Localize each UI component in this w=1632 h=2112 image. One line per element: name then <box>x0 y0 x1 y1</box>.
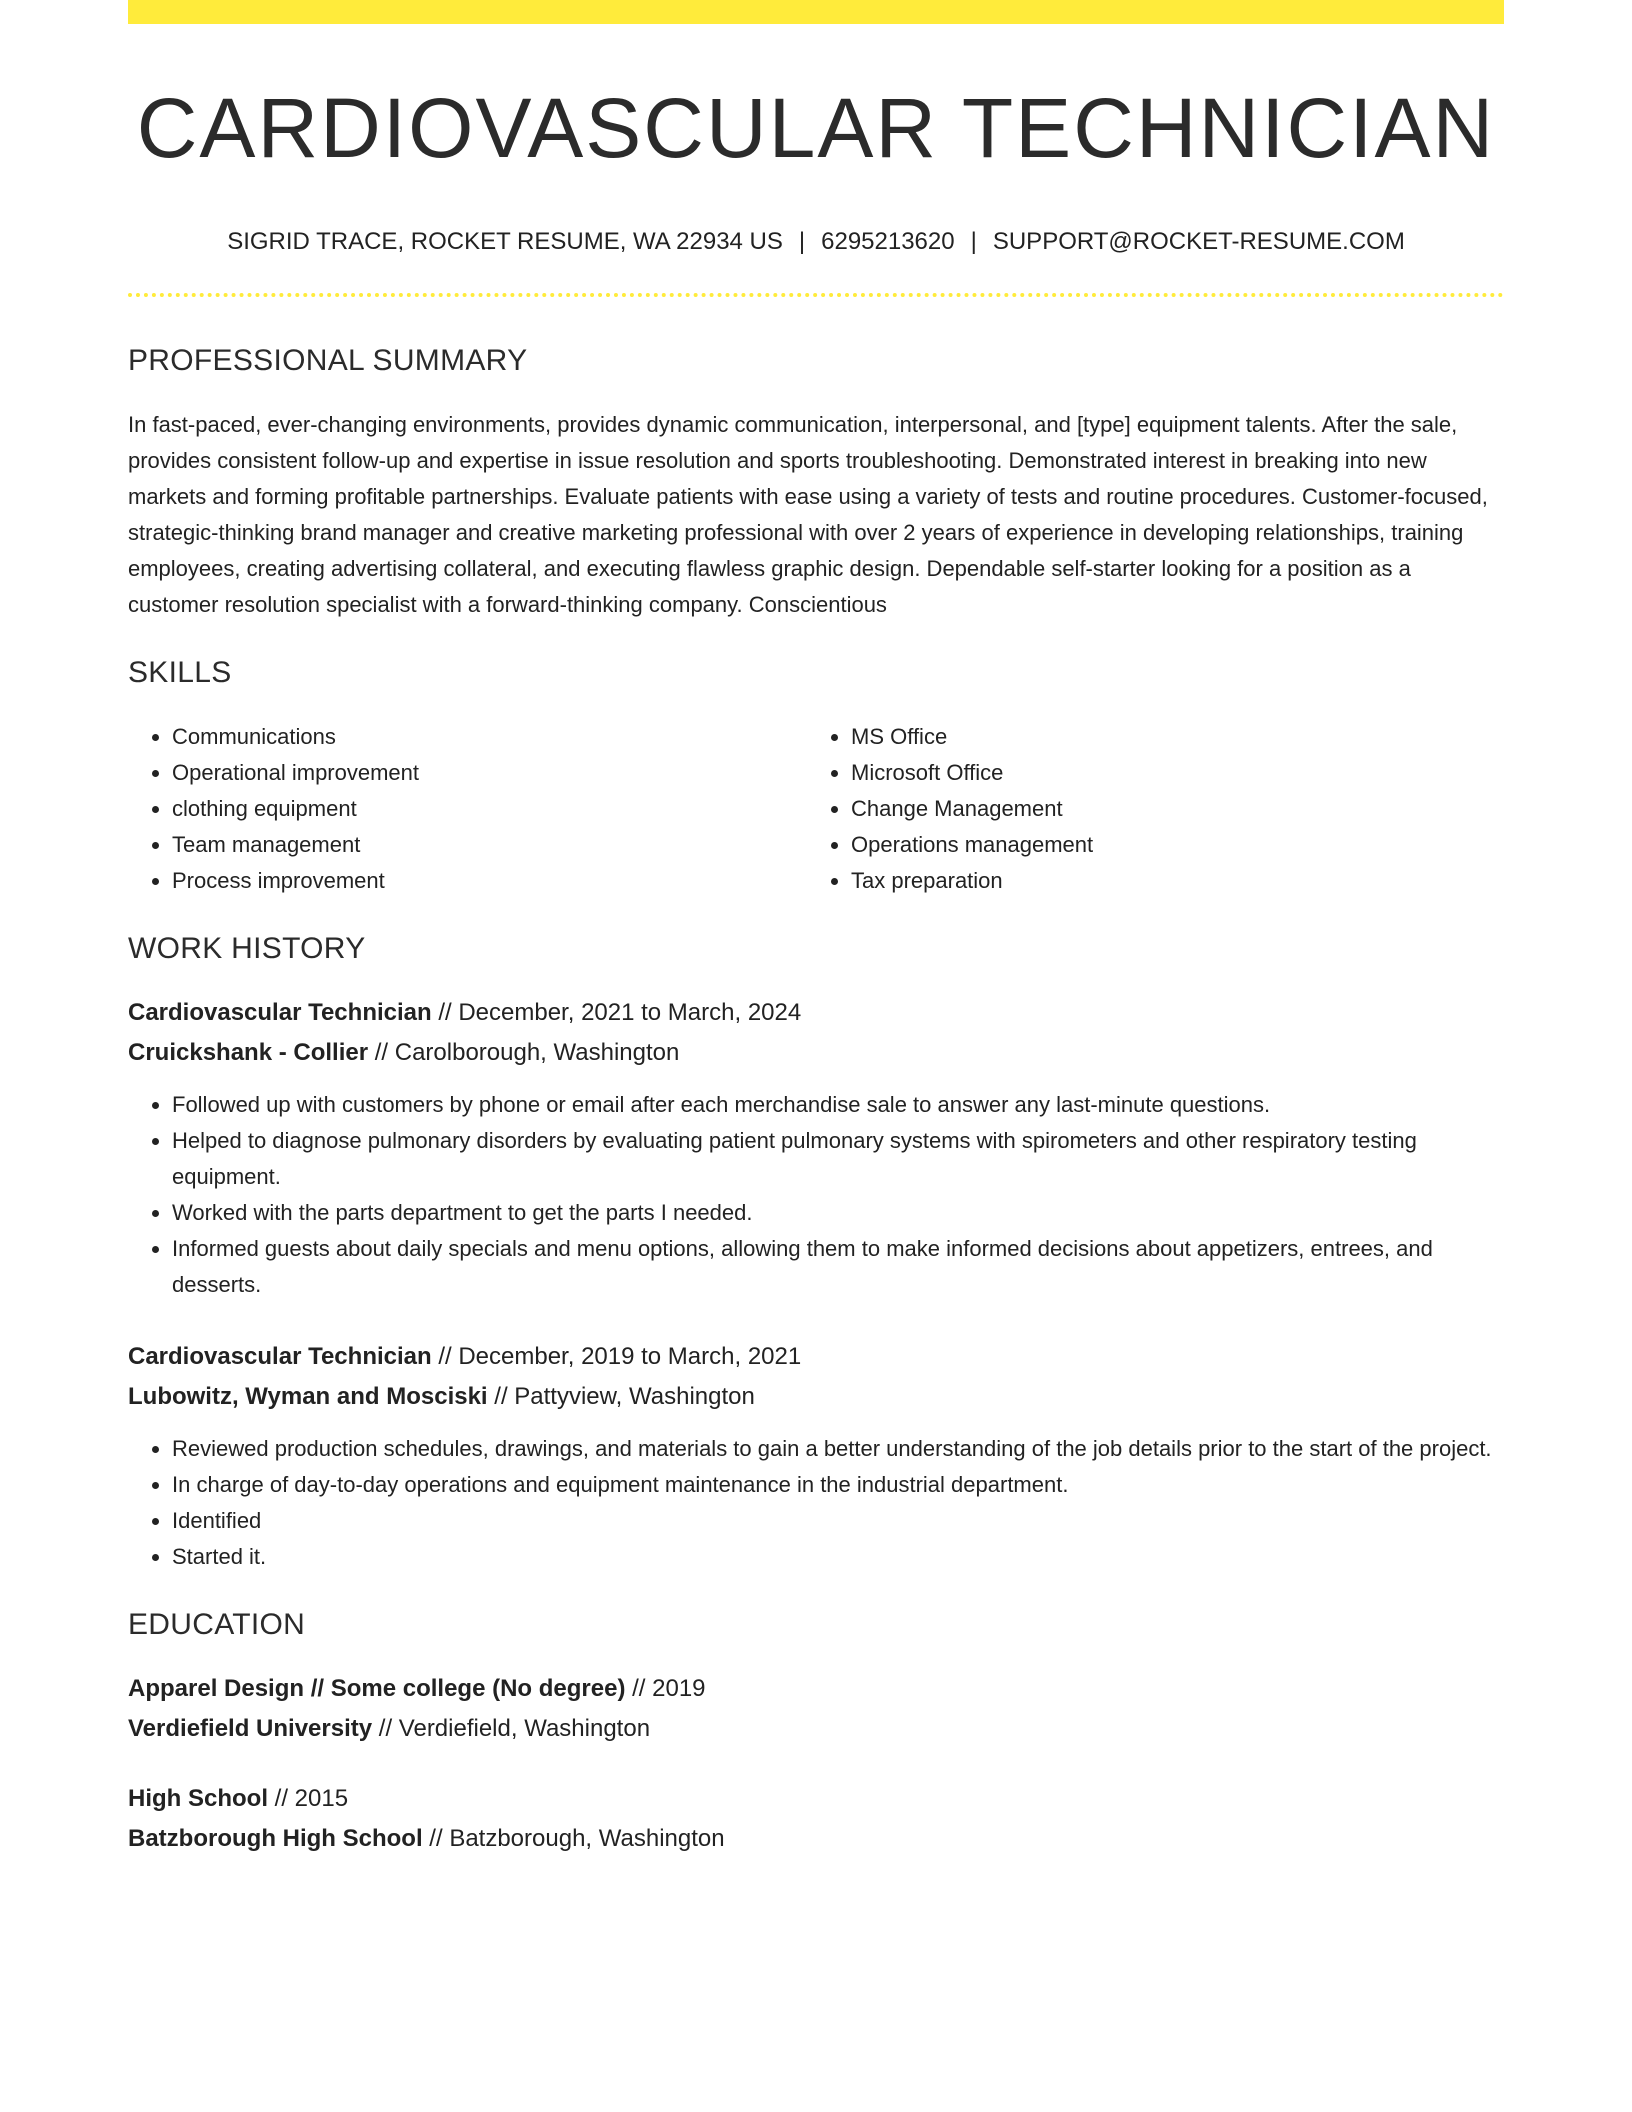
education-location: // Verdiefield, Washington <box>372 1715 651 1743</box>
skill-item: • Operational improvement <box>172 755 807 791</box>
job-entry <box>128 993 1504 1303</box>
resume-title: CARDIOVASCULAR TECHNICIAN <box>136 81 1496 175</box>
summary-paragraph: In fast-paced, ever-changing environments, provides dynamic communication, interpersonal, and [type] equipment talents. After the sale, provides consistent follow-up and expertise in issue resolution and sports troubleshooting. Demonstrated interest in breaking into new markets and forming profitable partnerships. Evaluate patients with ease using a variety of tests and routine procedures. Customer-focused, strategic-thinking brand manager and creative marketing professional with over 2 years of experience in developing relationships, training employees, creating advertising collateral, and executing flawless graphic design. Dependable self-starter looking for a position as a customer resolution specialist with a forward-thinking company. Conscientious <box>128 412 1488 618</box>
job-entry <box>128 1337 1504 1575</box>
contact-email: SUPPORT@ROCKET-RESUME.COM <box>992 228 1405 256</box>
education-school-line <box>128 1709 1504 1749</box>
job-location: // Carolborough, Washington <box>368 1039 680 1067</box>
education-degree-line <box>128 1779 1504 1819</box>
top-accent-bar <box>128 0 1504 24</box>
job-bullet: • Informed guests about daily specials and menu options, allowing them to make informed decisions about appetizers, entrees, and desserts. <box>172 1231 1504 1303</box>
skills-heading: SKILLS <box>128 656 232 690</box>
skill-item: • Team management <box>172 827 807 863</box>
job-company: Lubowitz, Wyman and Mosciski <box>128 1383 488 1411</box>
skill-item: • clothing equipment <box>172 791 807 827</box>
education-year: // 2015 <box>268 1785 349 1813</box>
education-heading: EDUCATION <box>128 1608 306 1642</box>
skill-item: • Process improvement <box>172 863 807 899</box>
education-school-line <box>128 1819 1504 1859</box>
dotted-divider <box>128 293 1504 297</box>
education-location: // Batzborough, Washington <box>422 1825 725 1853</box>
job-title-line <box>128 993 1504 1033</box>
education-school: Batzborough High School <box>128 1825 423 1853</box>
job-dates: // December, 2021 to March, 2024 <box>431 999 802 1027</box>
education-entry <box>128 1779 1504 1859</box>
job-bullet: • Helped to diagnose pulmonary disorders by evaluating patient pulmonary systems with spirometers and other respiratory testing equipment. <box>172 1123 1504 1195</box>
skills-column-right <box>807 719 1486 899</box>
skill-item: • Operations management <box>851 827 1486 863</box>
skill-item: • Tax preparation <box>851 863 1486 899</box>
job-bullet: • Worked with the parts department to get the parts I needed. <box>172 1195 1504 1231</box>
education-degree-line <box>128 1669 1504 1709</box>
job-bullet: • Identified <box>172 1503 1504 1539</box>
job-bullet: • Reviewed production schedules, drawings, and materials to gain a better understanding of the job details prior to the start of the project. <box>172 1431 1504 1467</box>
summary-heading: PROFESSIONAL SUMMARY <box>128 344 528 378</box>
job-bullet: • In charge of day-to-day operations and equipment maintenance in the industrial department. <box>172 1467 1504 1503</box>
contact-line <box>128 228 1504 257</box>
skill-item: • Change Management <box>851 791 1486 827</box>
skill-item: • MS Office <box>851 719 1486 755</box>
work-history-heading: WORK HISTORY <box>128 932 366 966</box>
contact-phone: 6295213620 <box>821 228 955 256</box>
job-role: Cardiovascular Technician <box>128 999 432 1027</box>
resume-page <box>128 0 1504 1859</box>
job-bullet: • Followed up with customers by phone or email after each merchandise sale to answer any last-minute questions. <box>172 1087 1504 1123</box>
job-bullets <box>128 1087 1504 1303</box>
education-school: Verdiefield University <box>128 1715 373 1743</box>
job-location: // Pattyview, Washington <box>487 1383 755 1411</box>
job-dates: // December, 2019 to March, 2021 <box>431 1343 802 1371</box>
job-bullet: • Started it. <box>172 1539 1504 1575</box>
job-company: Cruickshank - Collier <box>128 1039 369 1067</box>
education-degree: High School <box>128 1785 268 1813</box>
skill-item: • Microsoft Office <box>851 755 1486 791</box>
contact-separator: | <box>798 228 806 256</box>
contact-address: SIGRID TRACE, ROCKET RESUME, WA 22934 US <box>227 228 783 256</box>
contact-separator: | <box>970 228 977 256</box>
education-degree: Apparel Design // Some college (No degree) <box>128 1675 626 1703</box>
job-company-line <box>128 1377 1504 1417</box>
skill-item: • Communications <box>172 719 807 755</box>
job-role: Cardiovascular Technician <box>128 1343 432 1371</box>
skills-column-left <box>128 719 807 899</box>
education-entry <box>128 1669 1504 1749</box>
job-title-line <box>128 1337 1504 1377</box>
education-year: // 2019 <box>625 1675 706 1703</box>
job-bullets <box>128 1431 1504 1575</box>
job-company-line <box>128 1033 1504 1073</box>
skills-list <box>128 719 1504 899</box>
